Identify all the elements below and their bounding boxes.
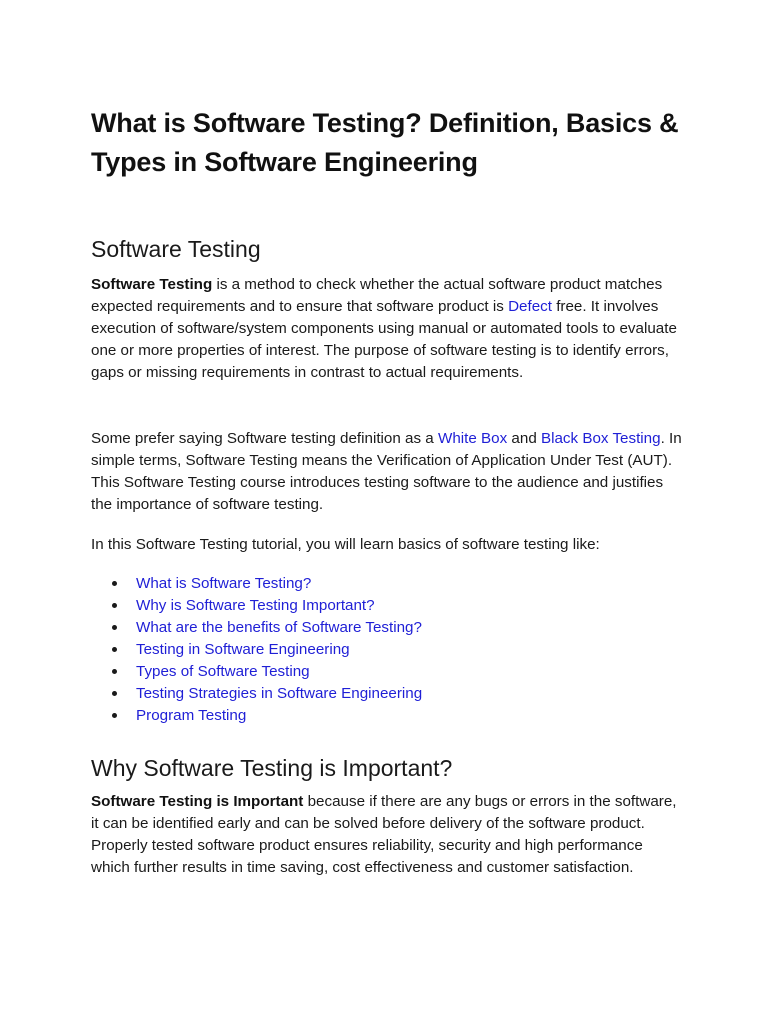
page-title: What is Software Testing? Definition, Basics & Types in Software Engineering <box>91 108 679 177</box>
toc-link-types[interactable]: Types of Software Testing <box>136 663 310 680</box>
section-heading-software-testing: Software Testing <box>91 236 261 262</box>
bullet-icon <box>112 625 117 630</box>
definition-text-a: Some prefer saying Software testing definition as a <box>91 430 438 447</box>
definition-paragraph <box>91 428 683 516</box>
intro-text-b: free. It involves execution of software/system components using manual or automated tools to evaluate one or more properties of interest. The purpose of software testing is to identify errors, gaps or missing requirements in contrast to actual requirements. <box>91 298 677 381</box>
toc-item <box>91 595 422 617</box>
bullet-icon <box>112 603 117 608</box>
intro-text-a: is a method to check whether the actual software product matches expected requirements and to ensure that software product is <box>91 276 663 315</box>
toc-item <box>91 661 422 683</box>
toc-item <box>91 683 422 705</box>
importance-paragraph <box>91 791 683 879</box>
toc-item <box>91 617 422 639</box>
toc-link-benefits[interactable]: What are the benefits of Software Testing? <box>136 619 422 636</box>
toc-link-why-important[interactable]: Why is Software Testing Important? <box>136 597 375 614</box>
toc-link-testing-strategies[interactable]: Testing Strategies in Software Engineering <box>136 685 423 702</box>
bullet-icon <box>112 713 117 718</box>
toc-item <box>91 705 422 727</box>
toc-link-what-is-software-testing[interactable]: What is Software Testing? <box>136 575 312 592</box>
bold-term-software-testing-is-important: Software Testing is Important <box>91 793 304 810</box>
table-of-contents <box>91 573 422 727</box>
definition-text-b: . In simple terms, Software Testing means the Verification of Application Under Test (AUT). This Software Testing course introduces testing software to the audience and justifies the importance of software testing. <box>91 430 682 513</box>
toc-link-program-testing[interactable]: Program Testing <box>136 707 247 724</box>
defect-link[interactable]: Defect <box>508 298 552 315</box>
importance-text: because if there are any bugs or errors in the software, it can be identified early and can be solved before delivery of the software product. Properly tested software product ensures reliability, security and high performance which further results in time saving, cost effectiveness and customer satisfaction. <box>91 793 677 876</box>
toc-item <box>91 573 422 595</box>
bullet-icon <box>112 669 117 674</box>
toc-link-testing-in-software-engineering[interactable]: Testing in Software Engineering <box>136 641 350 658</box>
section-heading-why-important: Why Software Testing is Important? <box>91 755 453 781</box>
bullet-icon <box>112 581 117 586</box>
bullet-icon <box>112 647 117 652</box>
tutorial-intro-paragraph: In this Software Testing tutorial, you will learn basics of software testing like: <box>91 536 600 553</box>
intro-paragraph <box>91 274 683 384</box>
black-box-testing-link[interactable]: Black Box Testing <box>540 430 661 447</box>
bold-term-software-testing: Software Testing <box>91 276 213 293</box>
toc-item <box>91 639 422 661</box>
white-box-link[interactable]: White Box <box>437 430 508 447</box>
definition-text-and: and <box>507 430 541 447</box>
bullet-icon <box>112 691 117 696</box>
